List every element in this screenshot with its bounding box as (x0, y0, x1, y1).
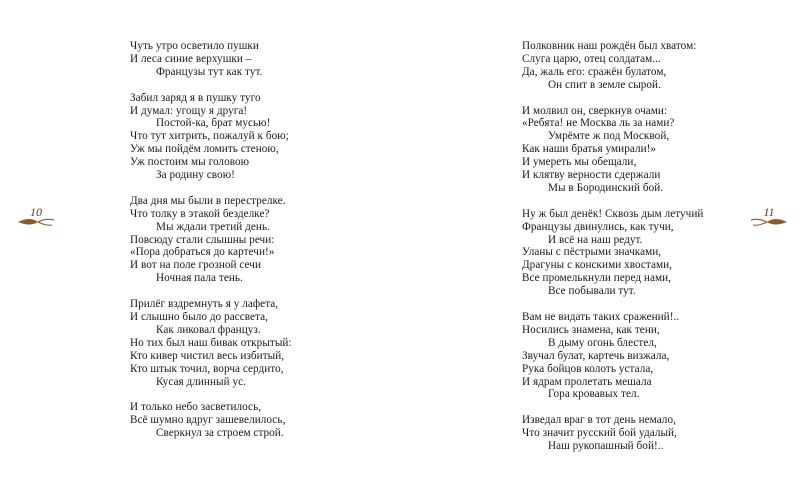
poem-line: И вот на поле грозной сечи (130, 259, 262, 272)
poem-line: И слышно было до рассвета, (130, 310, 268, 323)
poem-line: Ну ж был денёк! Сквозь дым летучий (522, 207, 704, 220)
poem-line: Гора кровавых тел. (548, 388, 640, 401)
poem-line: Как ликовал француз. (156, 323, 261, 336)
poem-line: Уж мы пойдём ломить стеною, (130, 143, 279, 156)
stanza (130, 40, 390, 79)
poem-line: Два дня мы были в перестрелке. (130, 194, 286, 207)
poem-line: Забил заряд я в пушку туго (130, 91, 261, 104)
poem-line: И умереть мы обещали, (522, 156, 637, 169)
stanza (522, 414, 792, 453)
poem-line: Что тут хитрить, пожалуй к бою; (130, 130, 289, 143)
poem-line: «Ребята! не Москва ль за нами? (522, 117, 675, 130)
poem-line: Что толку в этакой безделке? (130, 207, 270, 220)
poem-line: Рука бойцов колоть устала, (522, 362, 654, 375)
poem-line: «Пора добраться до картечи!» (130, 246, 275, 259)
poem-line: Мы в Бородинский бой. (548, 181, 664, 194)
poem-line: Умрёмте ж под Москвой, (548, 130, 670, 143)
poem-line: Чуть утро осветило пушки (130, 40, 259, 52)
poem-line: И только небо засветилось, (130, 401, 262, 414)
poem-line: Но тих был наш бивак открытый: (130, 336, 292, 349)
poem-line: Ночная пала тень. (156, 272, 243, 285)
page-number: 10 (30, 205, 42, 219)
poem-line: Он спит в земле сырой. (548, 78, 661, 91)
poem-line: Вам не видать таких сражений!.. (522, 310, 680, 323)
stanza (130, 401, 390, 440)
poem-line: Уланы с пёстрыми значками, (522, 246, 662, 259)
stanza (130, 195, 390, 285)
right-page (400, 0, 800, 483)
poem-line: Наш рукопашный бой!.. (548, 440, 664, 453)
poem-line: Все побывали тут. (548, 285, 636, 298)
poem-text-right (522, 40, 792, 466)
page-number: 11 (763, 205, 775, 219)
poem-line: Французы тут как тут. (156, 65, 263, 78)
stanza (522, 40, 792, 92)
stanza (522, 311, 792, 401)
poem-line: Французы двинулись, как тучи, (522, 220, 674, 233)
poem-line: Уж постоим мы головою (130, 156, 250, 169)
stanza (522, 105, 792, 195)
stanza (522, 208, 792, 298)
stanza (130, 298, 390, 388)
poem-line: Звучал булат, картечь визжала, (522, 349, 670, 362)
poem-line: Что значит русский бой удалый, (522, 427, 677, 440)
poem-line: Постой-ка, брат мусью! (156, 117, 271, 130)
stanza (130, 92, 390, 182)
poem-line: За родину свою! (156, 169, 235, 182)
poem-line: И леса синие верхушки – (130, 52, 252, 65)
poem-line: Прилёг вздремнуть я у лафета, (130, 298, 279, 311)
poem-line: Да, жаль его: сражён булатом, (522, 65, 667, 78)
poem-line: Драгуны с конскими хвостами, (522, 259, 673, 272)
poem-line: Все промелькнули перед нами, (522, 272, 671, 285)
poem-line: Кусая длинный ус. (156, 375, 246, 388)
poem-line: Кто штык точил, ворча сердито, (130, 362, 284, 375)
poem-line: Сверкнул за строем строй. (156, 427, 284, 440)
poem-line: Изведал враг в тот день немало, (522, 414, 676, 427)
poem-line: В дыму огонь блестел, (548, 336, 657, 349)
poem-line: Кто кивер чистил весь избитый, (130, 349, 285, 362)
poem-line: Носились знамена, как тени, (522, 323, 660, 336)
poem-line: И клятву верности сдержали (522, 169, 661, 182)
poem-line: И молвил он, сверкнув очами: (522, 104, 668, 117)
poem-line: Как наши братья умирали!» (522, 143, 657, 156)
leaf-flourish-icon (16, 214, 56, 230)
poem-line: Мы ждали третий день. (156, 220, 270, 233)
poem-line: Полковник наш рождён был хватом: (522, 40, 697, 52)
poem-line: И думал: угощу я друга! (130, 104, 248, 117)
poem-line: Всё шумно вдруг зашевелилось, (130, 414, 286, 427)
poem-line: И всё на наш редут. (548, 233, 643, 246)
poem-text-left (130, 40, 390, 453)
poem-line: Слуга царю, отец солдатам... (522, 52, 661, 65)
poem-line: И ядрам пролетать мешала (522, 375, 652, 388)
poem-line: Повсюду стали слышны речи: (130, 233, 275, 246)
